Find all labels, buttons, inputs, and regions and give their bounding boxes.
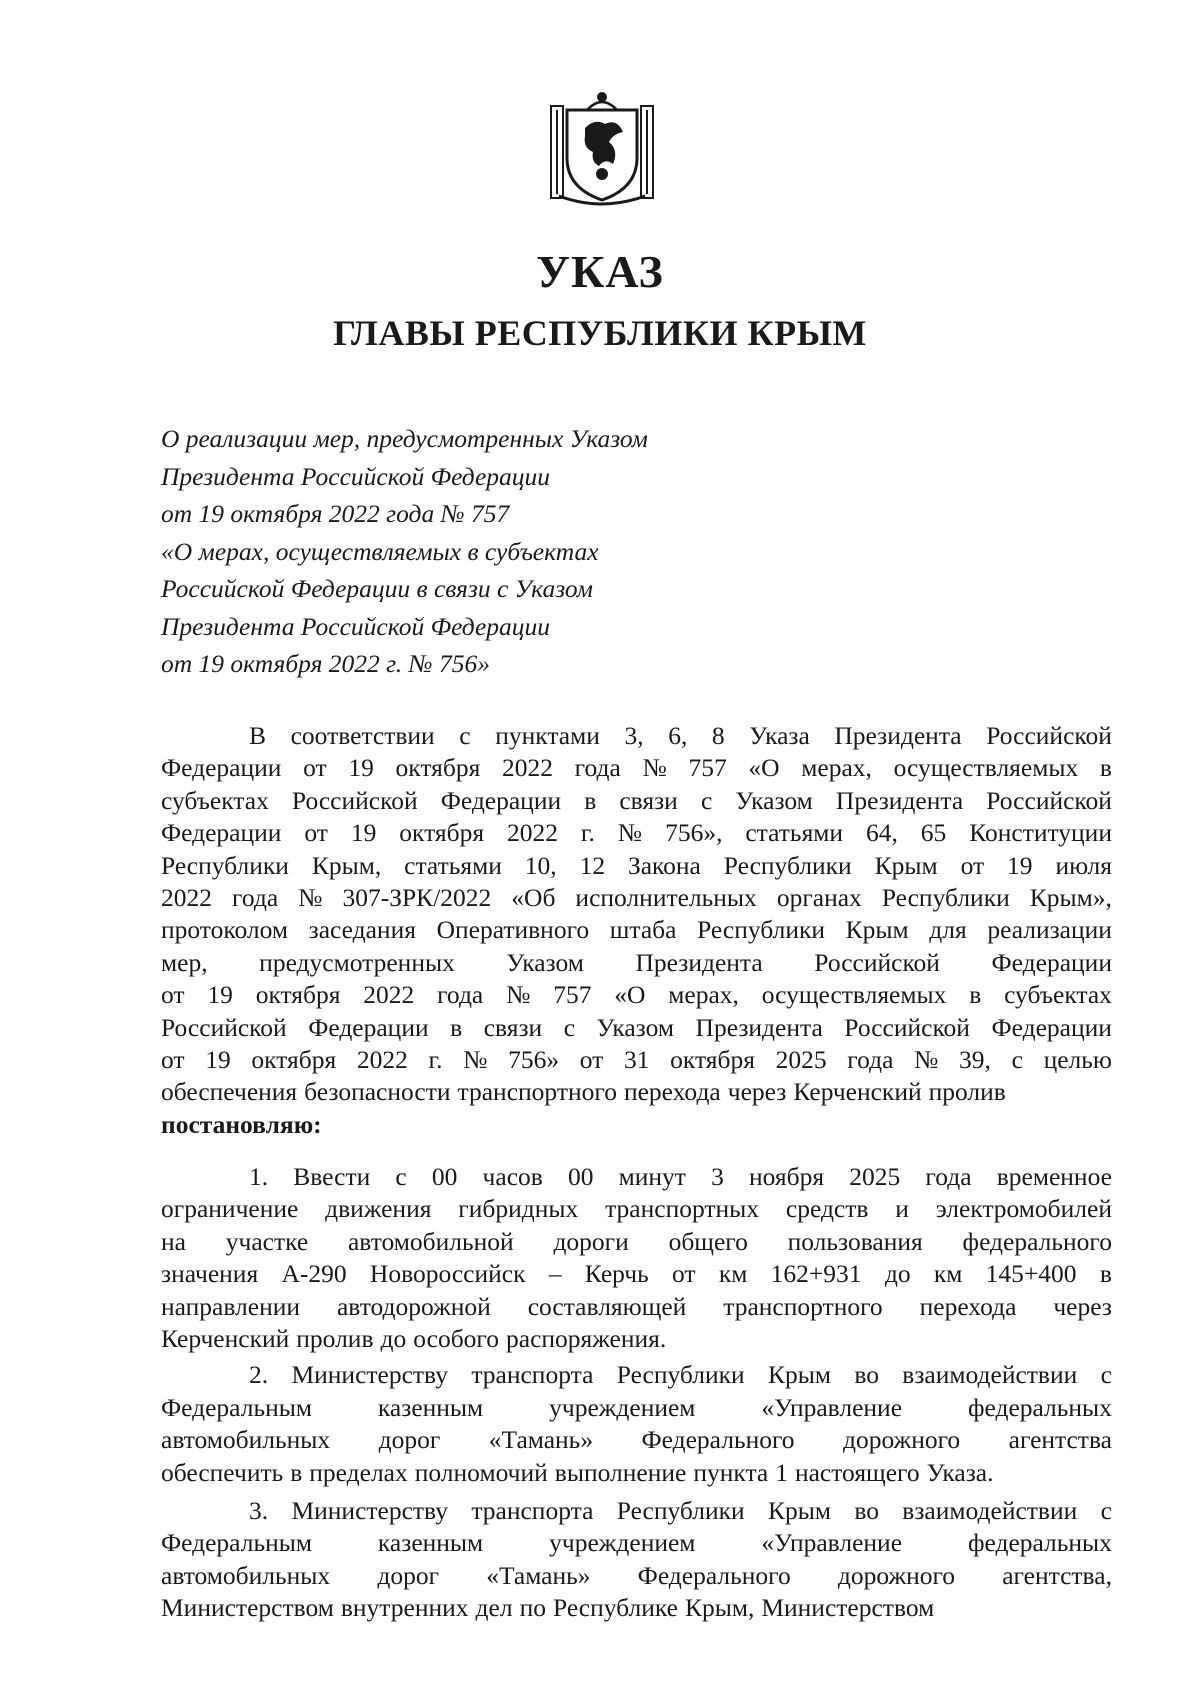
document-title: УКАЗ [536, 246, 664, 297]
preamble-line: субъектах Российской Федерации в связи с Указом Президента Российской [161, 785, 1112, 815]
item-line: 2. Министерству транспорта Республики Крым во взаимодействии с [249, 1360, 1112, 1390]
preamble-line: обеспечения безопасности транспортного перехода через Керченский пролив [161, 1077, 1006, 1107]
subject-line: от 19 октября 2022 года № 757 [161, 499, 510, 528]
item-line: ограничение движения гибридных транспортных средств и электромобилей [161, 1194, 1112, 1224]
item-line: значения А-290 Новороссийск – Керчь от км 162+931 до км 145+400 в [161, 1259, 1112, 1289]
preamble-line: Федерации от 19 октября 2022 г. № 756», статьями 64, 65 Конституции [161, 818, 1112, 848]
preamble-line: Республики Крым, статьями 10, 12 Закона Республики Крым от 19 июля [161, 850, 1112, 880]
preamble-line: 2022 года № 307-ЗРК/2022 «Об исполнительных органах Республики Крым», [161, 882, 1112, 912]
subject-line: Президента Российской Федерации [161, 611, 551, 641]
item-line: 1. Ввести с 00 часов 00 минут 3 ноября 2025 года временное [249, 1162, 1112, 1192]
item-line: 3. Министерству транспорта Республики Крым во взаимодействии с [249, 1495, 1112, 1525]
item-line: на участке автомобильной дороги общего пользования федерального [161, 1226, 1112, 1256]
preamble-line: протоколом заседания Оперативного штаба Республики Крым для реализации [161, 915, 1112, 945]
item-line: обеспечить в пределах полномочий выполнение пункта 1 настоящего Указа. [161, 1457, 994, 1487]
subject-block [161, 420, 761, 683]
item-line: Федеральным казенным учреждением «Управление федеральных [161, 1392, 1112, 1422]
item-line: Керченский пролив до особого распоряжения. [161, 1324, 667, 1354]
item-line: Министерством внутренних дел по Республике Крым, Министерством [161, 1593, 935, 1623]
document-subtitle: ГЛАВЫ РЕСПУБЛИКИ КРЫМ [333, 313, 867, 353]
item-line: автомобильных дорог «Тамань» Федерального дорожного агентства, [161, 1560, 1112, 1590]
preamble-line: от 19 октября 2022 года № 757 «О мерах, осуществляемых в субъектах [161, 980, 1112, 1010]
item-line: Федеральным казенным учреждением «Управление федеральных [161, 1528, 1112, 1558]
item-line: автомобильных дорог «Тамань» Федерального дорожного агентства [161, 1425, 1112, 1455]
preamble-line: В соответствии с пунктами 3, 6, 8 Указа Президента Российской [249, 721, 1112, 750]
preamble-line: от 19 октября 2022 г. № 756» от 31 октября 2025 года № 39, с целью [161, 1044, 1112, 1074]
subject-line: «О мерах, осуществляемых в субъектах [161, 536, 599, 566]
crimea-coat-of-arms-icon [547, 88, 657, 206]
preamble-line: мер, предусмотренных Указом Президента Российской Федерации [161, 947, 1112, 977]
preamble-line: Федерации от 19 октября 2022 года № 757 «О мерах, осуществляемых в [161, 753, 1112, 783]
document-body [161, 720, 1112, 1631]
subject-line: Президента Российской Федерации [161, 461, 551, 491]
subject-line: О реализации мер, предусмотренных Указом [161, 424, 648, 453]
decree-word: постановляю: [161, 1109, 322, 1139]
preamble-line: Российской Федерации в связи с Указом Президента Российской Федерации [161, 1012, 1112, 1042]
subject-line: от 19 октября 2022 г. № 756» [161, 649, 490, 678]
item-line: направлении автодорожной составляющей транспортного перехода через [161, 1291, 1112, 1321]
subject-line: Российской Федерации в связи с Указом [161, 574, 593, 603]
